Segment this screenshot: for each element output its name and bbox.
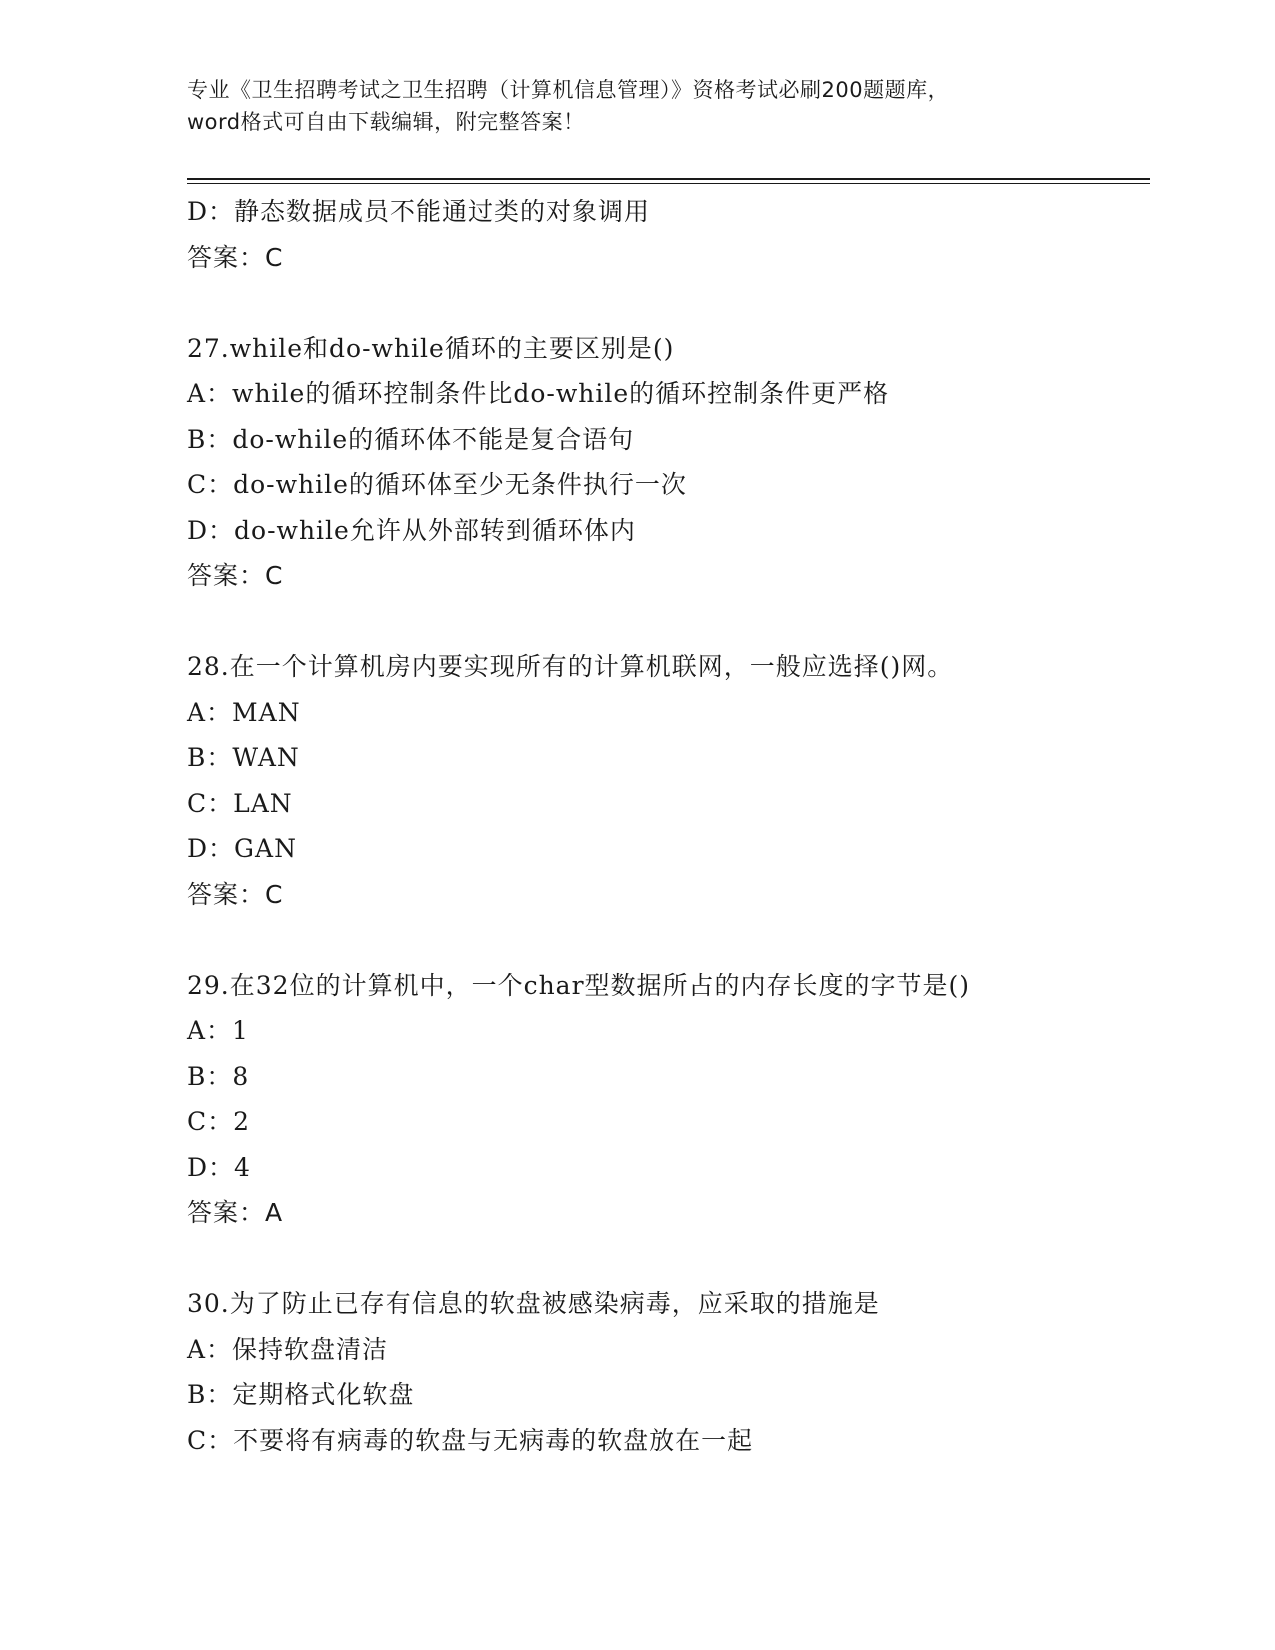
question-28 [187,644,1147,917]
option-d: D：4 [187,1152,251,1182]
option-c: C：LAN [187,788,293,818]
option-b: B：定期格式化软盘 [187,1380,415,1409]
option-a: A：MAN [187,697,301,727]
answer-line: 答案：C [187,879,284,909]
question-fragment [187,189,1147,280]
question-text: 29.在32位的计算机中，一个char型数据所占的内存长度的字节是() [187,970,971,1000]
question-text: 27.while和do-while循环的主要区别是() [187,333,675,363]
question-29 [187,963,1147,1236]
option-b: B：do-while的循环体不能是复合语句 [187,424,635,454]
question-text: 30.为了防止已存有信息的软盘被感染病毒，应采取的措施是 [187,1289,880,1318]
answer-line: 答案：A [187,1198,284,1227]
header-divider-thin [187,183,1150,184]
answer-line: 答案：C [187,242,284,272]
question-30 [187,1281,1147,1463]
option-a: A：1 [187,1016,249,1045]
header-divider-thick [187,178,1150,180]
spacer [187,917,1147,963]
answer-line: 答案：C [187,561,284,590]
spacer [187,1236,1147,1282]
option-d: D：do-while允许从外部转到循环体内 [187,515,636,545]
option-d: D：GAN [187,834,297,863]
spacer [187,599,1147,645]
question-27 [187,326,1147,599]
option-a: A：保持软盘清洁 [187,1334,389,1364]
question-text: 28.在一个计算机房内要实现所有的计算机联网，一般应选择()网。 [187,652,954,681]
option-b: B：8 [187,1061,250,1091]
option-c: C：2 [187,1107,251,1136]
spacer [187,280,1147,326]
header-title-line-1: 专业《卫生招聘考试之卫生招聘（计算机信息管理）》资格考试必刷200题题库， [187,78,950,102]
header-title-line-2: word格式可自由下载编辑，附完整答案！ [187,110,585,134]
option-b: B：WAN [187,743,300,772]
option-d: D：静态数据成员不能通过类的对象调用 [187,197,651,226]
option-a: A：while的循环控制条件比do-while的循环控制条件更严格 [187,379,890,408]
document-body [187,189,1147,1463]
option-c: C：do-while的循环体至少无条件执行一次 [187,470,687,499]
document-header [187,74,1087,138]
option-c: C：不要将有病毒的软盘与无病毒的软盘放在一起 [187,1425,754,1455]
